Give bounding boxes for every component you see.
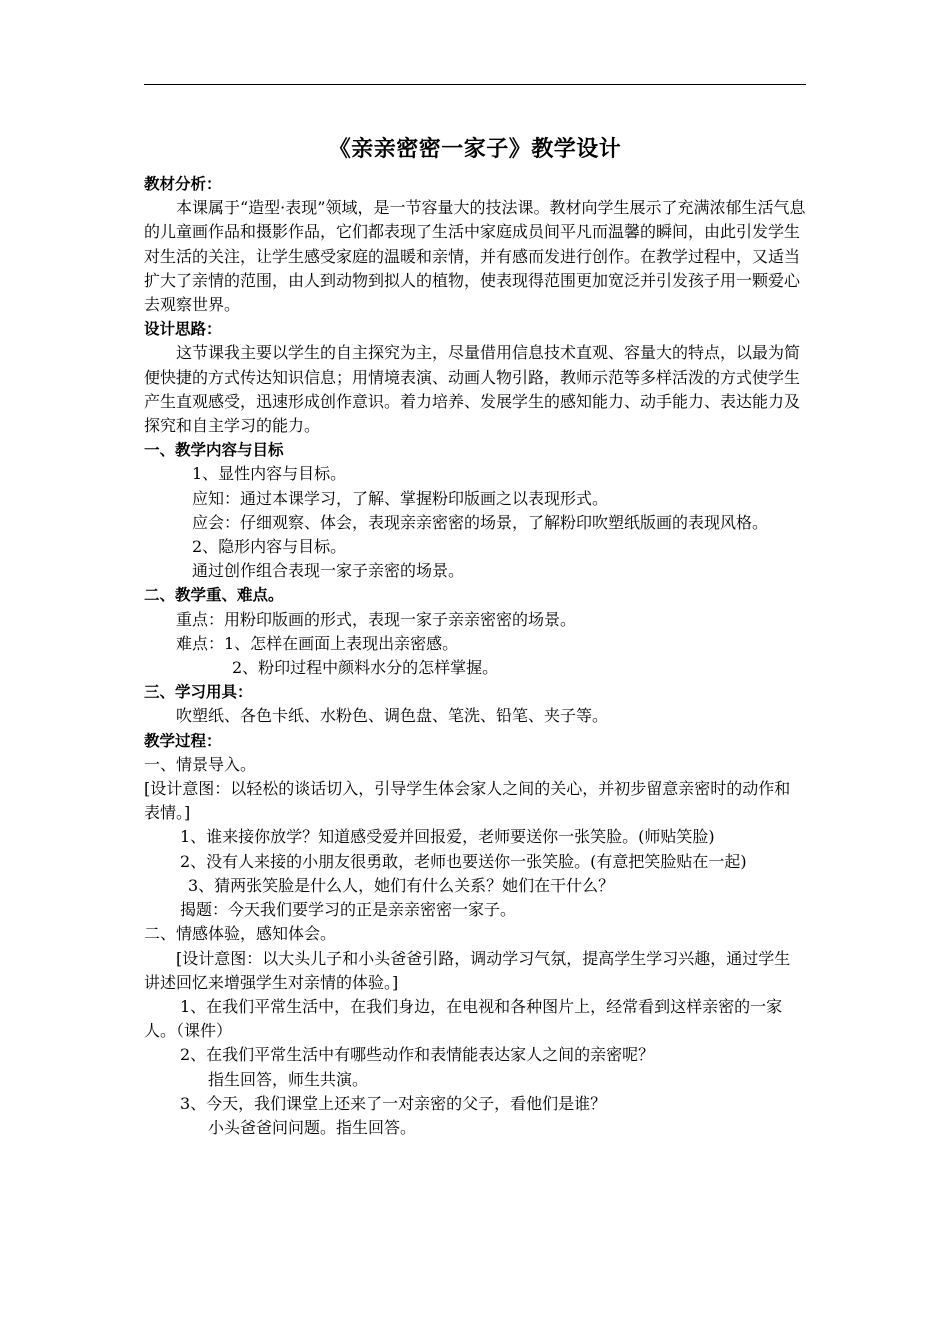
goal-2-line: 2、隐形内容与目标。 <box>192 537 347 557</box>
design-heading: 设计思路： <box>144 320 222 339</box>
difficulty-1: 难点：1、怎样在画面上表现出亲密感。 <box>176 633 459 653</box>
step1-title: 一、情景导入。 <box>144 754 257 774</box>
header-rule <box>144 84 806 85</box>
step2-intent: [设计意图：以大头儿子和小头爸爸引路，调动学习气氛，提高学生学习兴趣，通过学生讲述回忆来增强学生对亲情的体验。] <box>144 948 791 992</box>
design-paragraph: 这节课我主要以学生的自主探究为主，尽量借用信息技术直观、容量大的特点，以最为简便快捷的方式传达知识信息；用情境表演、动画人物引路，教师示范等多样活泼的方式使学生产生直观感受，迅速形成创作意识。着力培养、发展学生的感知能力、动手能力、表达能力及探究和自主学习的能力。 <box>144 343 801 436</box>
goal-1-know: 应知：通过本课学习，了解、掌握粉印版画之以表现形式。 <box>192 488 609 508</box>
step2-question-3: 3、今天，我们课堂上还来了一对亲密的父子，看他们是谁？ <box>180 1093 607 1113</box>
difficulty-2: 2、粉印过程中颜料水分的怎样掌握。 <box>232 658 499 678</box>
goal-2-text: 通过创作组合表现一家子亲密的场景。 <box>192 561 465 581</box>
step1-topic: 揭题：今天我们要学习的正是亲亲密密一家子。 <box>180 900 517 920</box>
process-heading: 教学过程： <box>144 731 222 750</box>
material-heading: 教材分析： <box>144 175 222 193</box>
step1-intent: [设计意图：以轻松的谈话切入，引导学生体会家人之间的关心，并初步留意亲密时的动作和表情。] <box>144 779 791 823</box>
goal-1-can: 应会：仔细观察、体会，表现亲亲密密的场景，了解粉印吹塑纸版画的表现风格。 <box>192 512 769 532</box>
tools-heading: 三、学习用具： <box>144 683 253 702</box>
key-heading: 二、教学重、难点。 <box>144 586 284 605</box>
goal-heading: 一、教学内容与目标 <box>144 441 284 460</box>
step1-question-2: 2、没有人来接的小朋友很勇敢，老师也要送你一张笑脸。(有意把笑脸贴在一起) <box>180 851 747 871</box>
step1-question-1: 1、谁来接你放学？知道感受爱并回报爱，老师要送你一张笑脸。(师贴笑脸) <box>180 827 715 847</box>
step2-answer-3: 小头爸爸问问题。指生回答。 <box>208 1117 417 1137</box>
key-point: 重点：用粉印版画的形式，表现一家子亲亲密密的场景。 <box>176 609 577 629</box>
step1-question-3: 3、猜两张笑脸是什么人，她们有什么关系？她们在干什么？ <box>188 875 615 895</box>
step2-title: 二、情感体验，感知体会。 <box>144 924 337 944</box>
material-paragraph: 本课属于“造型·表现”领域，是一节容量大的技法课。教材向学生展示了充满浓郁生活气息的儿童画作品和摄影作品，它们都表现了生活中家庭成员间平凡而温馨的瞬间，由此引发学生对生活的关注，让学生感受家庭的温暖和亲情，并有感而发进行创作。在教学过程中，又适当扩大了亲情的范围，由人到动物到拟人的植物，使表现得范围更加宽泛并引发孩子用一颗爱心去观察世界。 <box>144 198 806 315</box>
tools-text: 吹塑纸、各色卡纸、水粉色、调色盘、笔洗、铅笔、夹子等。 <box>176 706 609 726</box>
step2-question-1: 1、在我们平常生活中，在我们身边，在电视和各种图片上，经常看到这样亲密的一家人。（课件） <box>144 996 783 1041</box>
goal-1-line: 1、显性内容与目标。 <box>192 464 347 484</box>
document-title: 《亲亲密密一家子》教学设计 <box>328 137 622 162</box>
document-body <box>144 130 806 1140</box>
step2-answer-2: 指生回答，师生共演。 <box>208 1069 369 1089</box>
step2-question-2: 2、在我们平常生活中有哪些动作和表情能表达家人之间的亲密呢？ <box>180 1045 655 1065</box>
